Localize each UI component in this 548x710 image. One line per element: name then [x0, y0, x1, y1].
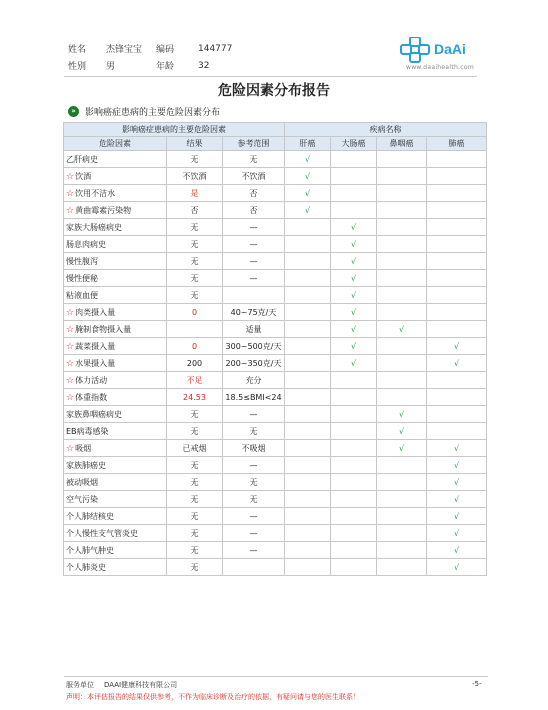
disease-mark-cell — [285, 185, 331, 202]
risk-factor-cell — [64, 338, 167, 355]
reference-cell: — — [223, 406, 285, 423]
disease-mark-cell — [427, 525, 487, 542]
table-group-header — [64, 123, 487, 137]
table-row — [64, 372, 487, 389]
footer-disclaimer: 声明：本评估报告的结果仅供参考，不作为临床诊断及治疗的依据，有疑问请与您的医生联系！ — [66, 693, 360, 701]
risk-factor-cell — [64, 440, 167, 457]
daai-logo-icon — [400, 37, 430, 63]
disease-mark-cell — [331, 168, 377, 185]
col-header-factor: 危险因素 — [64, 137, 167, 151]
table-row — [64, 202, 487, 219]
disease-mark-cell — [427, 491, 487, 508]
table-row — [64, 525, 487, 542]
disease-mark-cell — [377, 287, 427, 304]
result-cell: 否 — [167, 202, 223, 219]
reference-cell: — — [223, 508, 285, 525]
check-icon: √ — [453, 477, 460, 487]
disease-mark-cell — [427, 372, 487, 389]
table-row — [64, 389, 487, 406]
result-cell: 无 — [167, 525, 223, 542]
risk-factor-cell — [64, 474, 167, 491]
disease-mark-cell — [427, 321, 487, 338]
disease-mark-cell — [331, 253, 377, 270]
risk-factor-name: 饮用不洁水 — [75, 188, 116, 198]
risk-factor-name: 肠息肉病史 — [66, 239, 106, 249]
check-icon: √ — [350, 239, 357, 249]
disease-mark-cell — [331, 270, 377, 287]
star-icon: ☆ — [66, 341, 75, 352]
disease-mark-cell — [427, 151, 487, 168]
star-icon: ☆ — [66, 307, 75, 318]
risk-factor-name: 饮酒 — [75, 171, 92, 181]
risk-factor-cell — [64, 304, 167, 321]
age-label: 年龄 — [156, 62, 175, 72]
disease-mark-cell — [285, 270, 331, 287]
table-row — [64, 542, 487, 559]
result-cell: 无 — [167, 457, 223, 474]
reference-cell: 无 — [223, 423, 285, 440]
risk-factor-name: EB病毒感染 — [66, 426, 109, 436]
header-divider — [64, 76, 477, 77]
check-icon: √ — [350, 290, 357, 300]
disease-mark-cell — [331, 219, 377, 236]
risk-factor-cell — [64, 236, 167, 253]
reference-cell: 无 — [223, 491, 285, 508]
risk-factor-name: 水果摄入量 — [75, 358, 116, 368]
check-icon: √ — [398, 324, 405, 334]
disease-mark-cell — [285, 338, 331, 355]
group-header-diseases: 疾病名称 — [285, 123, 487, 137]
disease-mark-cell — [377, 457, 427, 474]
risk-factor-name: 吸烟 — [75, 443, 92, 453]
table-row — [64, 423, 487, 440]
table-row — [64, 236, 487, 253]
disease-mark-cell — [427, 304, 487, 321]
table-row — [64, 559, 487, 576]
reference-cell: 充分 — [223, 372, 285, 389]
disease-mark-cell — [285, 491, 331, 508]
risk-factor-name: 家族鼻咽癌病史 — [66, 409, 122, 419]
risk-factor-cell — [64, 372, 167, 389]
star-icon: ☆ — [66, 443, 75, 454]
id-label: 编码 — [156, 45, 175, 55]
reference-cell: 18.5≤BMI<24 — [223, 389, 285, 406]
star-icon: ☆ — [66, 392, 75, 403]
disease-mark-cell — [377, 185, 427, 202]
age-value: 32 — [198, 60, 210, 71]
star-icon: ☆ — [66, 358, 75, 369]
col-header-lung-cancer: 肺癌 — [427, 137, 487, 151]
disease-mark-cell — [285, 202, 331, 219]
disease-mark-cell — [377, 355, 427, 372]
check-icon: √ — [453, 460, 460, 470]
risk-factor-name: 个人慢性支气管炎史 — [66, 528, 138, 538]
disease-mark-cell — [377, 253, 427, 270]
result-cell: 无 — [167, 508, 223, 525]
check-icon: √ — [453, 545, 460, 555]
disease-mark-cell — [331, 304, 377, 321]
col-header-result: 结果 — [167, 137, 223, 151]
reference-cell: — — [223, 219, 285, 236]
disease-mark-cell — [285, 253, 331, 270]
disease-mark-cell — [285, 355, 331, 372]
result-cell: 无 — [167, 287, 223, 304]
reference-cell: — — [223, 253, 285, 270]
check-icon: √ — [453, 562, 460, 572]
result-cell: 不饮酒 — [167, 168, 223, 185]
risk-factor-name: 蔬菜摄入量 — [75, 341, 116, 351]
reference-cell: — — [223, 525, 285, 542]
risk-factor-cell — [64, 219, 167, 236]
disease-mark-cell — [377, 372, 427, 389]
table-row — [64, 168, 487, 185]
table-row — [64, 355, 487, 372]
result-cell: 无 — [167, 474, 223, 491]
table-row — [64, 321, 487, 338]
risk-factor-cell — [64, 423, 167, 440]
table-row — [64, 185, 487, 202]
disease-mark-cell — [285, 525, 331, 542]
risk-factor-cell — [64, 202, 167, 219]
disease-mark-cell — [285, 474, 331, 491]
check-icon: √ — [350, 222, 357, 232]
table-row — [64, 491, 487, 508]
disease-mark-cell — [427, 559, 487, 576]
table-row — [64, 440, 487, 457]
risk-factor-cell — [64, 559, 167, 576]
disease-mark-cell — [331, 423, 377, 440]
risk-factor-name: 腌制食物摄入量 — [75, 324, 132, 334]
risk-factor-table — [63, 122, 487, 576]
disease-mark-cell — [377, 151, 427, 168]
disease-mark-cell — [427, 440, 487, 457]
reference-cell: 无 — [223, 151, 285, 168]
disease-mark-cell — [285, 389, 331, 406]
reference-cell — [223, 287, 285, 304]
risk-factor-name: 体力活动 — [75, 375, 108, 385]
disease-mark-cell — [331, 151, 377, 168]
reference-cell: 40~75克/天 — [223, 304, 285, 321]
check-icon: √ — [304, 188, 311, 198]
risk-factor-name: 被动吸烟 — [66, 477, 98, 487]
risk-factor-cell — [64, 185, 167, 202]
reference-cell: — — [223, 270, 285, 287]
disease-mark-cell — [285, 559, 331, 576]
disease-mark-cell — [285, 151, 331, 168]
star-icon: ☆ — [66, 171, 75, 182]
risk-factor-name: 体重指数 — [75, 392, 108, 402]
reference-cell: 300~500克/天 — [223, 338, 285, 355]
disease-mark-cell — [377, 491, 427, 508]
reference-cell: — — [223, 457, 285, 474]
reference-cell: 否 — [223, 202, 285, 219]
disease-mark-cell — [427, 389, 487, 406]
disease-mark-cell — [427, 338, 487, 355]
disease-mark-cell — [377, 389, 427, 406]
logo-brand: DaAi — [434, 41, 466, 57]
disease-mark-cell — [377, 219, 427, 236]
result-cell: 200 — [167, 355, 223, 372]
risk-factor-name: 家族肺癌史 — [66, 460, 106, 470]
disease-mark-cell — [427, 457, 487, 474]
check-icon: √ — [304, 154, 311, 164]
disease-mark-cell — [331, 372, 377, 389]
double-arrow-icon: » — [68, 106, 79, 117]
section-heading — [68, 105, 220, 118]
patient-info — [68, 40, 248, 74]
check-icon: √ — [453, 443, 460, 453]
table-row — [64, 406, 487, 423]
table-column-header — [64, 137, 487, 151]
disease-mark-cell — [285, 236, 331, 253]
result-cell: 无 — [167, 406, 223, 423]
reference-cell: — — [223, 236, 285, 253]
risk-factor-cell — [64, 389, 167, 406]
table-row — [64, 508, 487, 525]
disease-mark-cell — [427, 253, 487, 270]
star-icon: ☆ — [66, 205, 75, 216]
disease-mark-cell — [285, 542, 331, 559]
risk-factor-name: 慢性便秘 — [66, 273, 98, 283]
check-icon: √ — [350, 273, 357, 283]
disease-mark-cell — [285, 423, 331, 440]
result-cell: 无 — [167, 270, 223, 287]
reference-cell: 不吸烟 — [223, 440, 285, 457]
col-header-colorectal-cancer: 大肠癌 — [331, 137, 377, 151]
disease-mark-cell — [427, 168, 487, 185]
check-icon: √ — [350, 358, 357, 368]
disease-mark-cell — [331, 491, 377, 508]
risk-factor-cell — [64, 321, 167, 338]
result-cell: 无 — [167, 491, 223, 508]
disease-mark-cell — [331, 559, 377, 576]
disease-mark-cell — [331, 338, 377, 355]
disease-mark-cell — [331, 440, 377, 457]
check-icon: √ — [350, 324, 357, 334]
result-cell: 0 — [167, 338, 223, 355]
star-icon: ☆ — [66, 375, 75, 386]
disease-mark-cell — [427, 406, 487, 423]
reference-cell: 适量 — [223, 321, 285, 338]
table-row — [64, 270, 487, 287]
result-cell: 无 — [167, 236, 223, 253]
risk-factor-cell — [64, 457, 167, 474]
table-row — [64, 304, 487, 321]
risk-factor-cell — [64, 355, 167, 372]
risk-factor-name: 黄曲霉素污染物 — [75, 205, 132, 215]
risk-factor-name: 个人肺结核史 — [66, 511, 114, 521]
disease-mark-cell — [285, 321, 331, 338]
disease-mark-cell — [331, 525, 377, 542]
risk-factor-cell — [64, 151, 167, 168]
risk-factor-name: 粘液血便 — [66, 290, 98, 300]
result-cell: 是 — [167, 185, 223, 202]
check-icon: √ — [453, 494, 460, 504]
result-cell: 不足 — [167, 372, 223, 389]
disease-mark-cell — [285, 508, 331, 525]
disease-mark-cell — [427, 508, 487, 525]
result-cell: 0 — [167, 304, 223, 321]
table-row — [64, 151, 487, 168]
disease-mark-cell — [427, 185, 487, 202]
check-icon: √ — [304, 205, 311, 215]
disease-mark-cell — [377, 321, 427, 338]
table-row — [64, 253, 487, 270]
disease-mark-cell — [377, 168, 427, 185]
col-header-liver-cancer: 肝癌 — [285, 137, 331, 151]
result-cell — [167, 321, 223, 338]
table-row — [64, 219, 487, 236]
disease-mark-cell — [377, 559, 427, 576]
disease-mark-cell — [285, 287, 331, 304]
disease-mark-cell — [285, 440, 331, 457]
check-icon: √ — [398, 443, 405, 453]
disease-mark-cell — [427, 270, 487, 287]
gender-label: 性别 — [68, 62, 87, 72]
result-cell: 无 — [167, 151, 223, 168]
disease-mark-cell — [377, 202, 427, 219]
footer-org — [66, 680, 177, 690]
reference-cell: 200~350克/天 — [223, 355, 285, 372]
logo-url: www.daaihealth.com — [406, 64, 475, 71]
disease-mark-cell — [331, 355, 377, 372]
risk-factor-name: 乙肝病史 — [66, 154, 98, 164]
risk-factor-name: 慢性腹泻 — [66, 256, 98, 266]
name-label: 姓名 — [68, 45, 87, 55]
reference-cell: 否 — [223, 185, 285, 202]
check-icon: √ — [453, 341, 460, 351]
col-header-reference: 参考范围 — [223, 137, 285, 151]
disease-mark-cell — [377, 525, 427, 542]
col-header-nasopharyngeal-cancer: 鼻咽癌 — [377, 137, 427, 151]
risk-factor-cell — [64, 542, 167, 559]
risk-factor-cell — [64, 270, 167, 287]
result-cell: 已戒烟 — [167, 440, 223, 457]
risk-factor-name: 空气污染 — [66, 494, 98, 504]
check-icon: √ — [304, 171, 311, 181]
disease-mark-cell — [331, 457, 377, 474]
disease-mark-cell — [377, 338, 427, 355]
disease-mark-cell — [331, 185, 377, 202]
report-title: 危险因素分布报告 — [218, 83, 330, 99]
disease-mark-cell — [377, 270, 427, 287]
risk-factor-cell — [64, 525, 167, 542]
disease-mark-cell — [427, 219, 487, 236]
check-icon: √ — [398, 409, 405, 419]
disease-mark-cell — [377, 474, 427, 491]
reference-cell — [223, 559, 285, 576]
risk-factor-name: 个人肺炎史 — [66, 562, 106, 572]
disease-mark-cell — [285, 304, 331, 321]
disease-mark-cell — [331, 542, 377, 559]
table-row — [64, 457, 487, 474]
result-cell: 无 — [167, 542, 223, 559]
page-number: -5- — [472, 680, 482, 688]
risk-factor-cell — [64, 253, 167, 270]
check-icon: √ — [350, 307, 357, 317]
risk-factor-name: 肉类摄入量 — [75, 307, 116, 317]
footer-org-label: 服务单位 — [66, 681, 94, 689]
footer-org-value: DAAI健康科技有限公司 — [104, 681, 178, 689]
result-cell: 24.53 — [167, 389, 223, 406]
disease-mark-cell — [331, 321, 377, 338]
disease-mark-cell — [331, 389, 377, 406]
risk-factor-cell — [64, 491, 167, 508]
reference-cell: 不饮酒 — [223, 168, 285, 185]
disease-mark-cell — [285, 372, 331, 389]
risk-factor-cell — [64, 168, 167, 185]
disease-mark-cell — [331, 406, 377, 423]
disease-mark-cell — [427, 236, 487, 253]
reference-cell: 无 — [223, 474, 285, 491]
footer-divider — [64, 676, 488, 677]
disease-mark-cell — [377, 508, 427, 525]
disease-mark-cell — [377, 236, 427, 253]
disease-mark-cell — [377, 304, 427, 321]
group-header-factors: 影响癌症患病的主要危险因素 — [64, 123, 285, 137]
table-row — [64, 338, 487, 355]
disease-mark-cell — [377, 423, 427, 440]
risk-factor-cell — [64, 508, 167, 525]
reference-cell: — — [223, 542, 285, 559]
disease-mark-cell — [427, 287, 487, 304]
result-cell: 无 — [167, 559, 223, 576]
disease-mark-cell — [377, 406, 427, 423]
disease-mark-cell — [331, 287, 377, 304]
disease-mark-cell — [427, 474, 487, 491]
disease-mark-cell — [285, 457, 331, 474]
disease-mark-cell — [377, 440, 427, 457]
disease-mark-cell — [427, 542, 487, 559]
disease-mark-cell — [331, 474, 377, 491]
result-cell: 无 — [167, 423, 223, 440]
risk-factor-cell — [64, 287, 167, 304]
disease-mark-cell — [427, 355, 487, 372]
check-icon: √ — [350, 256, 357, 266]
disease-mark-cell — [377, 542, 427, 559]
disease-mark-cell — [331, 508, 377, 525]
check-icon: √ — [453, 358, 460, 368]
result-cell: 无 — [167, 219, 223, 236]
disease-mark-cell — [427, 202, 487, 219]
star-icon: ☆ — [66, 324, 75, 335]
disease-mark-cell — [285, 219, 331, 236]
id-value: 144777 — [198, 43, 233, 54]
check-icon: √ — [453, 511, 460, 521]
disease-mark-cell — [331, 236, 377, 253]
disease-mark-cell — [285, 406, 331, 423]
table-row — [64, 287, 487, 304]
table-row — [64, 474, 487, 491]
gender-value: 男 — [106, 62, 116, 72]
disease-mark-cell — [427, 423, 487, 440]
result-cell: 无 — [167, 253, 223, 270]
risk-factor-name: 个人肺气肿史 — [66, 545, 114, 555]
section-heading-text: 影响癌症患病的主要危险因素分布 — [85, 108, 221, 118]
check-icon: √ — [398, 426, 405, 436]
name-value: 杰锋宝宝 — [106, 45, 143, 55]
risk-factor-name: 家族大肠癌病史 — [66, 222, 122, 232]
risk-factor-cell — [64, 406, 167, 423]
star-icon: ☆ — [66, 188, 75, 199]
disease-mark-cell — [285, 168, 331, 185]
check-icon: √ — [453, 528, 460, 538]
check-icon: √ — [350, 341, 357, 351]
disease-mark-cell — [331, 202, 377, 219]
